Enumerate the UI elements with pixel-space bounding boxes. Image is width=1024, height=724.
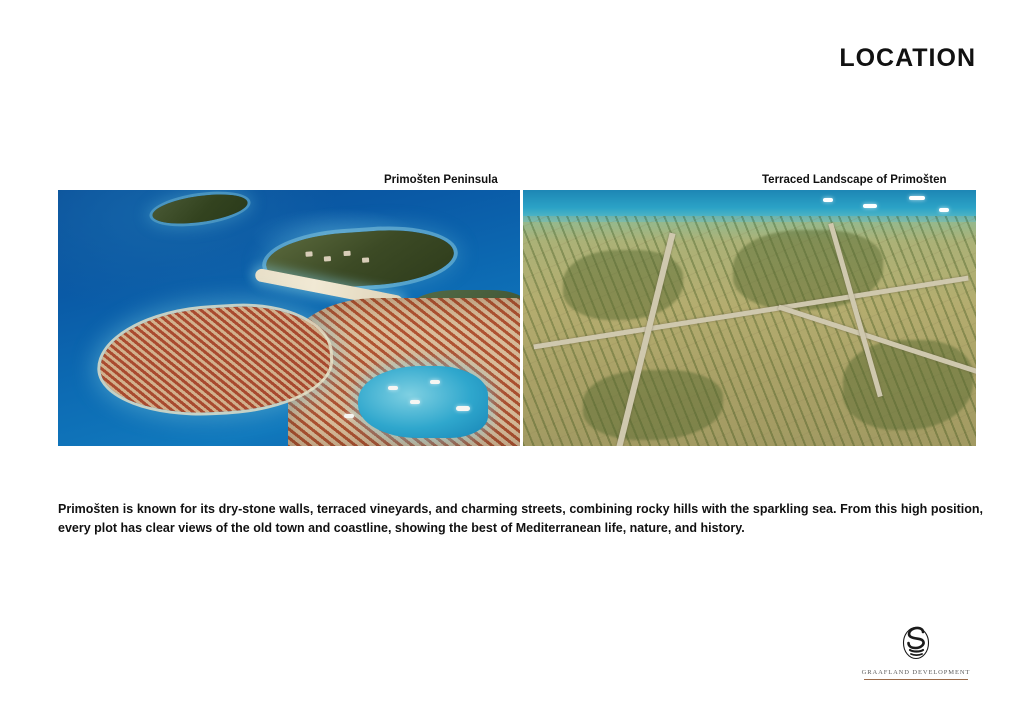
boat-marker — [909, 196, 925, 200]
caption-left-image: Primošten Peninsula — [384, 174, 498, 186]
body-paragraph: Primošten is known for its dry-stone walls, terraced vineyards, and charming streets, combining rocky hills with the sparkling sea. From this high position, every plot has clear views of the old town and coastline, showing the best of Mediterranean life, nature, and history. — [58, 502, 983, 535]
g-monogram-icon — [901, 626, 931, 660]
image-gallery — [58, 190, 976, 446]
caption-right-image: Terraced Landscape of Primošten — [762, 174, 947, 186]
boat-marker — [344, 414, 354, 418]
boat-marker — [388, 386, 398, 390]
building-dot — [324, 256, 331, 261]
building-dot — [305, 251, 312, 256]
boat-marker — [430, 380, 440, 384]
boat-marker — [456, 406, 470, 411]
boat-marker — [823, 198, 833, 202]
logo-divider — [864, 679, 968, 680]
footer-logo — [856, 626, 976, 680]
boat-marker — [410, 400, 420, 404]
photo-primosten-peninsula — [58, 190, 520, 446]
building-dot — [362, 257, 369, 262]
boat-marker — [863, 204, 877, 208]
photo-terraced-landscape — [523, 190, 976, 446]
boat-marker — [939, 208, 949, 212]
harbor-water — [358, 366, 488, 438]
page-title: LOCATION — [839, 44, 976, 72]
logo-wordmark: GRAAFLAND DEVELOPMENT — [861, 669, 971, 676]
building-dot — [343, 251, 350, 256]
